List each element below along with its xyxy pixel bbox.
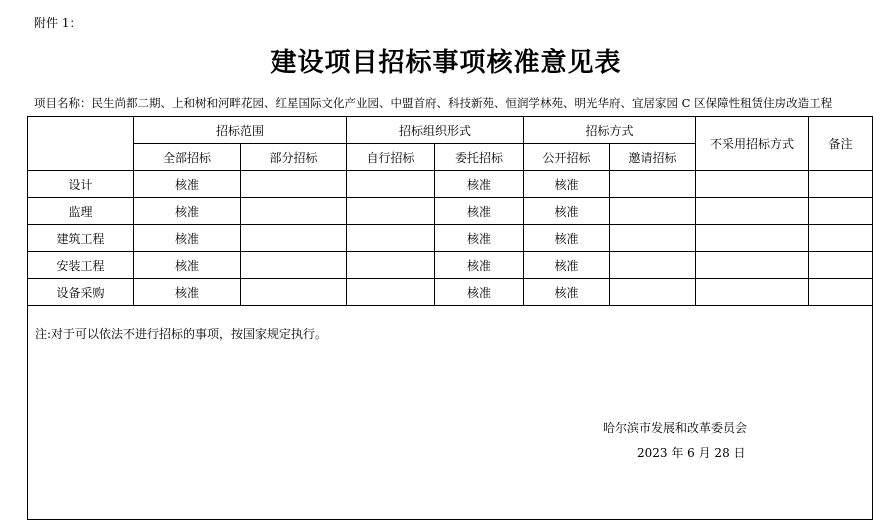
approval-table bbox=[27, 116, 873, 520]
table-cell: 核准 bbox=[524, 279, 610, 306]
table-cell: 核准 bbox=[435, 198, 524, 225]
table-cell bbox=[347, 198, 435, 225]
table-cell: 核准 bbox=[435, 171, 524, 198]
table-cell bbox=[696, 198, 809, 225]
table-cell bbox=[696, 171, 809, 198]
table-cell bbox=[241, 225, 347, 252]
table-row bbox=[28, 171, 873, 198]
header-no-bidding-method: 不采用招标方式 bbox=[696, 117, 809, 171]
table-cell: 核准 bbox=[524, 225, 610, 252]
table-cell: 核准 bbox=[134, 252, 241, 279]
document-title: 建设项目招标事项核准意见表 bbox=[270, 48, 622, 78]
table-row bbox=[28, 279, 873, 306]
table-cell bbox=[696, 252, 809, 279]
table-cell bbox=[347, 171, 435, 198]
table-cell bbox=[610, 225, 696, 252]
table-cell bbox=[241, 279, 347, 306]
table-cell: 核准 bbox=[435, 252, 524, 279]
table-row bbox=[28, 225, 873, 252]
note-row bbox=[28, 306, 873, 520]
table-cell: 核准 bbox=[134, 279, 241, 306]
table-cell bbox=[610, 252, 696, 279]
note-text: 注:对于可以依法不进行招标的事项，按国家规定执行。 bbox=[35, 327, 328, 341]
header-remarks: 备注 bbox=[809, 117, 873, 171]
table-cell: 核准 bbox=[524, 171, 610, 198]
row-item-label: 监理 bbox=[28, 198, 134, 225]
table-cell: 核准 bbox=[524, 198, 610, 225]
subheader-full-bidding: 全部招标 bbox=[134, 144, 241, 171]
table-cell bbox=[347, 279, 435, 306]
table-cell bbox=[809, 198, 873, 225]
row-item-label: 安装工程 bbox=[28, 252, 134, 279]
subheader-partial-bidding: 部分招标 bbox=[241, 144, 347, 171]
table-cell bbox=[347, 225, 435, 252]
table-row bbox=[28, 198, 873, 225]
row-item-label: 设计 bbox=[28, 171, 134, 198]
table-cell bbox=[809, 171, 873, 198]
table-cell bbox=[241, 252, 347, 279]
table-cell: 核准 bbox=[435, 279, 524, 306]
table-cell bbox=[809, 252, 873, 279]
table-cell: 核准 bbox=[435, 225, 524, 252]
table-cell bbox=[241, 171, 347, 198]
table-cell bbox=[610, 171, 696, 198]
table-cell: 核准 bbox=[134, 225, 241, 252]
header-bidding-organization: 招标组织形式 bbox=[347, 117, 524, 144]
table-cell bbox=[347, 252, 435, 279]
subheader-self-organized: 自行招标 bbox=[347, 144, 435, 171]
table-cell bbox=[610, 279, 696, 306]
note-cell bbox=[28, 306, 873, 520]
table-cell bbox=[696, 279, 809, 306]
project-name-line: 项目名称：民生尚都二期、上和树和河畔花园、红星国际文化产业园、中盟首府、科技新苑、恒润学林苑、明光华府、宜居家园 C 区保障性租赁住房改造工程 bbox=[34, 96, 833, 110]
table-cell: 核准 bbox=[134, 171, 241, 198]
table-cell bbox=[809, 279, 873, 306]
table-row bbox=[28, 252, 873, 279]
header-bidding-scope: 招标范围 bbox=[134, 117, 347, 144]
issue-date: 2023 年 6 月 28 日 bbox=[637, 446, 746, 460]
row-item-label: 建筑工程 bbox=[28, 225, 134, 252]
table-cell: 核准 bbox=[134, 198, 241, 225]
issuer-name: 哈尔滨市发展和改革委员会 bbox=[603, 421, 748, 435]
table-cell bbox=[809, 225, 873, 252]
subheader-invited-bidding: 邀请招标 bbox=[610, 144, 696, 171]
subheader-entrusted: 委托招标 bbox=[435, 144, 524, 171]
table-cell bbox=[241, 198, 347, 225]
table-cell bbox=[610, 198, 696, 225]
subheader-open-bidding: 公开招标 bbox=[524, 144, 610, 171]
table-cell bbox=[696, 225, 809, 252]
table-cell: 核准 bbox=[524, 252, 610, 279]
attachment-label: 附件 1： bbox=[34, 16, 82, 30]
header-corner-cell bbox=[28, 117, 134, 171]
header-bidding-method: 招标方式 bbox=[524, 117, 696, 144]
header-row-groups bbox=[28, 117, 873, 144]
row-item-label: 设备采购 bbox=[28, 279, 134, 306]
